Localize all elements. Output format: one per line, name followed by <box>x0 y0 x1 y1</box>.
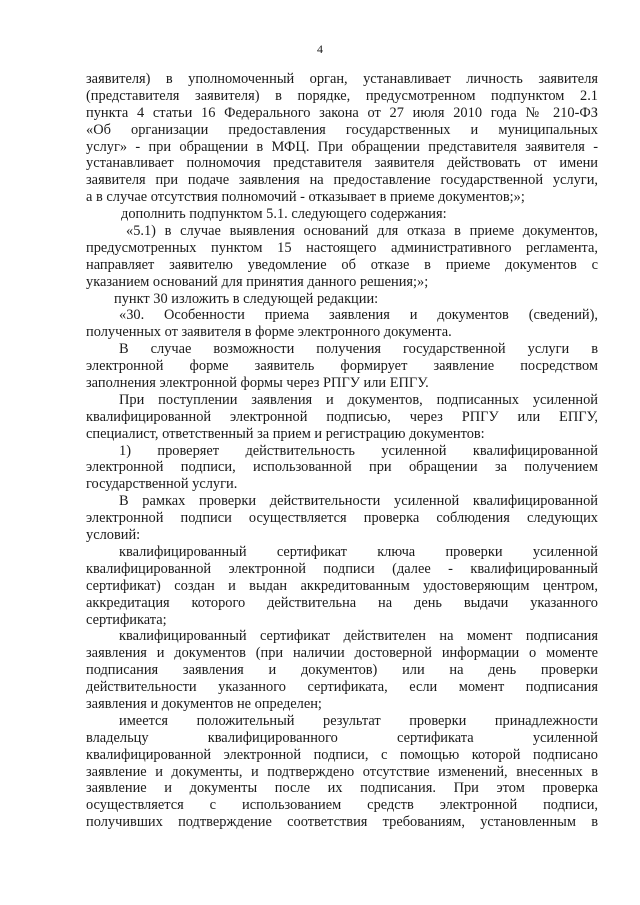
text-line: «30. Особенности приема заявления и документов (сведений), <box>119 307 598 324</box>
text-line: «5.1) в случае выявления оснований для отказа в приеме документов, <box>126 223 598 240</box>
document-body <box>86 71 598 831</box>
text-line: действительности указанного сертификата, если момент подписания <box>86 679 598 696</box>
text-line: заявителя при подаче заявления на предоставление государственной услуги, <box>86 172 598 189</box>
text-line: При поступлении заявления и документов, подписанных усиленной <box>119 391 598 408</box>
text-line: аккредитация которого действительна на день выдачи указанного <box>86 594 598 611</box>
text-line: электронной подписи осуществляется проверка соблюдения следующих <box>86 510 598 527</box>
text-line: владельцу квалифицированного сертификата усиленной <box>86 729 598 746</box>
text-line: 1) проверяет действительность усиленной квалифицированной <box>119 442 598 459</box>
text-line: В рамках проверки действительности усиленной квалифицированной <box>119 493 598 510</box>
text-line: осуществляется с использованием средств электронной подписи, <box>86 797 598 814</box>
text-line: квалифицированной электронной подписи, с помощью которой подписано <box>86 746 598 763</box>
text-line: заявления и документов (при наличии достоверной информации о моменте <box>86 645 598 662</box>
text-line: «Об организации предоставления государственных и муниципальных <box>86 121 598 138</box>
text-line: квалифицированной электронной подписью, через РПГУ или ЕПГУ, <box>86 408 598 425</box>
text-line: сертификата; <box>86 611 167 628</box>
text-line: устанавливает полномочия представителя заявителя действовать от имени <box>86 155 598 172</box>
text-line: квалифицированной электронной подписи (далее - квалифицированный <box>86 560 598 577</box>
text-line: условий: <box>86 527 141 544</box>
text-line: электронной форме заявитель формирует заявление посредством <box>86 358 598 375</box>
text-line: электронной подписи, использованной при обращении за получением <box>86 459 598 476</box>
text-line: получивших подтверждение соответствия требованиям, установленным в <box>86 814 598 831</box>
text-line: услуг» - при обращении в МФЦ. При обращении представителя заявителя - <box>86 138 598 155</box>
text-line: квалифицированный сертификат ключа проверки усиленной <box>119 543 598 560</box>
text-line: квалифицированный сертификат действителен на момент подписания <box>119 628 598 645</box>
text-line: заявление и документы после их подписания. При этом проверка <box>86 780 598 797</box>
text-line: предусмотренных пунктом 15 настоящего административного регламента, <box>86 239 598 256</box>
text-line: дополнить подпунктом 5.1. следующего содержания: <box>121 206 447 223</box>
text-line: направляет заявителю уведомление об отказе в приеме документов с <box>86 256 598 273</box>
text-line: а в случае отсутствия полномочий - отказывает в приеме документов;»; <box>86 189 525 206</box>
page-number: 4 <box>317 42 323 56</box>
text-line: (представителя заявителя) в порядке, предусмотренном подпунктом 2.1 <box>86 87 598 104</box>
text-line: указанием оснований для принятия данного решения;»; <box>86 273 429 290</box>
text-line: пункт 30 изложить в следующей редакции: <box>114 290 379 307</box>
text-line: заявление и документы, и подтверждено отсутствие изменений, внесенных в <box>86 763 598 780</box>
text-line: пункта 4 статьи 16 Федерального закона от 27 июля 2010 года № 210-ФЗ <box>86 104 598 121</box>
text-line: В случае возможности получения государственной услуги в <box>119 341 598 358</box>
text-line: подписания заявления и документов) или на день проверки <box>86 662 598 679</box>
text-line: сертификат) создан и выдан аккредитованным удостоверяющим центром, <box>86 577 598 594</box>
text-line: специалист, ответственный за прием и регистрацию документов: <box>86 425 485 442</box>
text-line: полученных от заявителя в форме электронного документа. <box>86 324 452 341</box>
text-line: имеется положительный результат проверки принадлежности <box>119 712 598 729</box>
text-line: заявителя) в уполномоченный орган, устанавливает личность заявителя <box>86 71 598 87</box>
text-line: заполнения электронной формы через РПГУ или ЕПГУ. <box>86 375 429 392</box>
text-line: заявления и документов не определен; <box>86 695 322 712</box>
text-line: государственной услуги. <box>86 476 238 493</box>
